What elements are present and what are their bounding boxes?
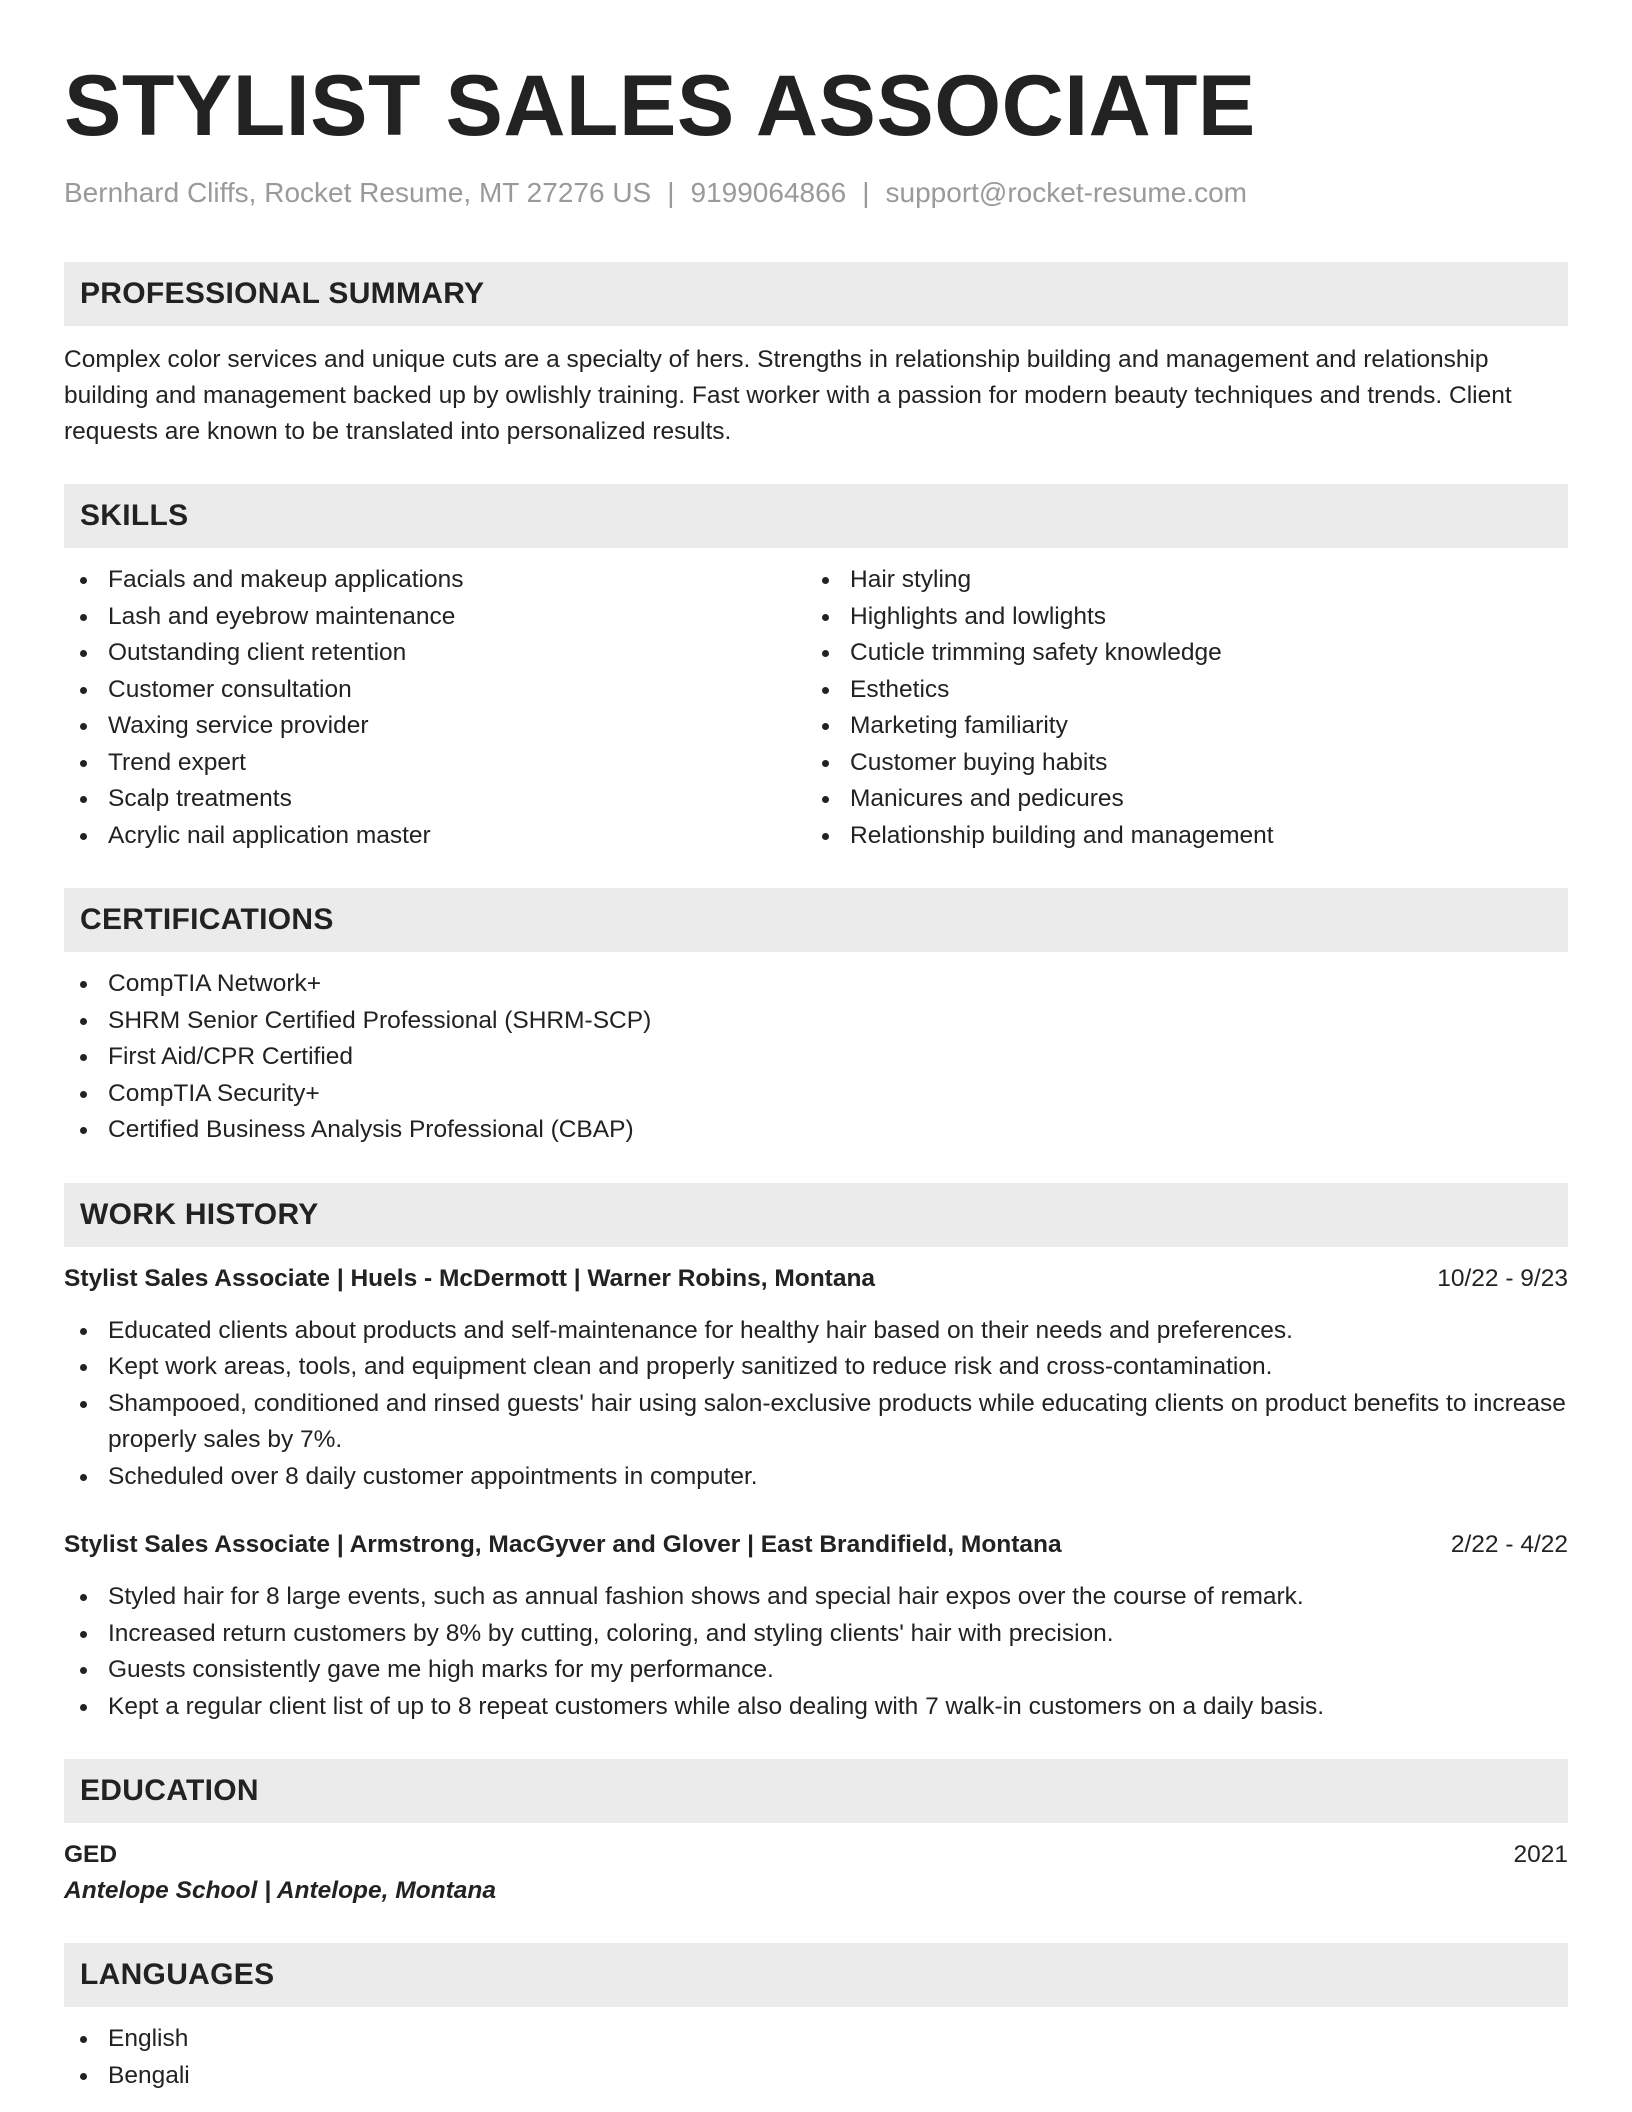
- skill-item: Hair styling: [806, 562, 1548, 599]
- skill-item: Manicures and pedicures: [806, 781, 1548, 818]
- certifications-list: [64, 966, 1568, 1149]
- section-heading-languages: LANGUAGES: [64, 1943, 1568, 2007]
- job-bullet: Educated clients about products and self-maintenance for healthy hair based on their needs and preferences.: [64, 1313, 1568, 1350]
- education-header: [64, 1837, 1568, 1873]
- job-bullet: Shampooed, conditioned and rinsed guests' hair using salon-exclusive products while educating clients on product benefits to increase properly sales by 7%.: [64, 1386, 1568, 1459]
- skill-item: Scalp treatments: [64, 781, 806, 818]
- education-school: Antelope School | Antelope, Montana: [64, 1877, 496, 1904]
- languages-list: [64, 2021, 1568, 2094]
- job-dates: 10/22 - 9/23: [1437, 1264, 1568, 1292]
- certification-item: Certified Business Analysis Professional (CBAP): [64, 1112, 1568, 1149]
- contact-separator: |: [862, 177, 870, 208]
- skills-grid: [64, 562, 1568, 854]
- skill-item: Waxing service provider: [64, 708, 806, 745]
- job-bullet: Kept work areas, tools, and equipment clean and properly sanitized to reduce risk and cross-contamination.: [64, 1349, 1568, 1386]
- job-bullet: Increased return customers by 8% by cutting, coloring, and styling clients' hair with precision.: [64, 1616, 1568, 1653]
- job-title: Stylist Sales Associate | Armstrong, MacGyver and Glover | East Brandifield, Montana: [64, 1531, 1062, 1558]
- education-year: 2021: [1513, 1841, 1568, 1868]
- summary-text: Complex color services and unique cuts are a specialty of hers. Strengths in relationship building and management and relationship building and management backed up by owlishly training. Fast worker with a passion for modern beauty techniques and trends. Client requests are known to be translated into personalized results.: [64, 346, 1512, 445]
- skill-item: Lash and eyebrow maintenance: [64, 599, 806, 636]
- education-degree: GED: [64, 1841, 118, 1868]
- contact-phone: 9199064866: [690, 177, 847, 208]
- contact-address: Bernhard Cliffs, Rocket Resume, MT 27276 US: [64, 177, 652, 208]
- contact-separator: |: [667, 177, 675, 208]
- skill-item: Trend expert: [64, 745, 806, 782]
- section-heading-skills: SKILLS: [64, 484, 1568, 548]
- skill-item: Highlights and lowlights: [806, 599, 1548, 636]
- skill-item: Facials and makeup applications: [64, 562, 806, 599]
- job-entry: [64, 1261, 1568, 1496]
- job-header: [64, 1261, 1568, 1297]
- job-bullet: Guests consistently gave me high marks for my performance.: [64, 1652, 1568, 1689]
- skills-list-right: [806, 562, 1548, 854]
- skill-item: Customer consultation: [64, 672, 806, 709]
- job-bullet: Kept a regular client list of up to 8 repeat customers while also dealing with 7 walk-in customers on a daily basis.: [64, 1689, 1568, 1726]
- section-heading-education: EDUCATION: [64, 1759, 1568, 1823]
- skill-item: Relationship building and management: [806, 818, 1548, 855]
- contact-email: support@rocket-resume.com: [885, 177, 1247, 208]
- certification-item: CompTIA Network+: [64, 966, 1568, 1003]
- language-item: Bengali: [64, 2058, 1568, 2095]
- section-heading-certifications: CERTIFICATIONS: [64, 888, 1568, 952]
- certification-item: CompTIA Security+: [64, 1076, 1568, 1113]
- certification-item: First Aid/CPR Certified: [64, 1039, 1568, 1076]
- job-title: Stylist Sales Associate | Huels - McDermott | Warner Robins, Montana: [64, 1264, 876, 1292]
- skill-item: Customer buying habits: [806, 745, 1548, 782]
- skills-list-left: [64, 562, 806, 854]
- skill-item: Outstanding client retention: [64, 635, 806, 672]
- job-bullets: [64, 1313, 1568, 1496]
- job-entry: [64, 1527, 1568, 1725]
- job-bullets: [64, 1579, 1568, 1725]
- language-item: English: [64, 2021, 1568, 2058]
- job-header: [64, 1527, 1568, 1563]
- skill-item: Marketing familiarity: [806, 708, 1548, 745]
- candidate-name: STYLIST SALES ASSOCIATE: [64, 58, 1256, 154]
- skill-item: Esthetics: [806, 672, 1548, 709]
- contact-line: [64, 176, 1568, 210]
- job-bullet: Styled hair for 8 large events, such as annual fashion shows and special hair expos over the course of remark.: [64, 1579, 1568, 1616]
- certification-item: SHRM Senior Certified Professional (SHRM-SCP): [64, 1003, 1568, 1040]
- skill-item: Cuticle trimming safety knowledge: [806, 635, 1548, 672]
- job-dates: 2/22 - 4/22: [1450, 1531, 1568, 1558]
- section-heading-summary: PROFESSIONAL SUMMARY: [64, 262, 1568, 326]
- skill-item: Acrylic nail application master: [64, 818, 806, 855]
- job-bullet: Scheduled over 8 daily customer appointments in computer.: [64, 1459, 1568, 1496]
- section-heading-work-history: WORK HISTORY: [64, 1183, 1568, 1247]
- education-entry: [64, 1837, 1568, 1909]
